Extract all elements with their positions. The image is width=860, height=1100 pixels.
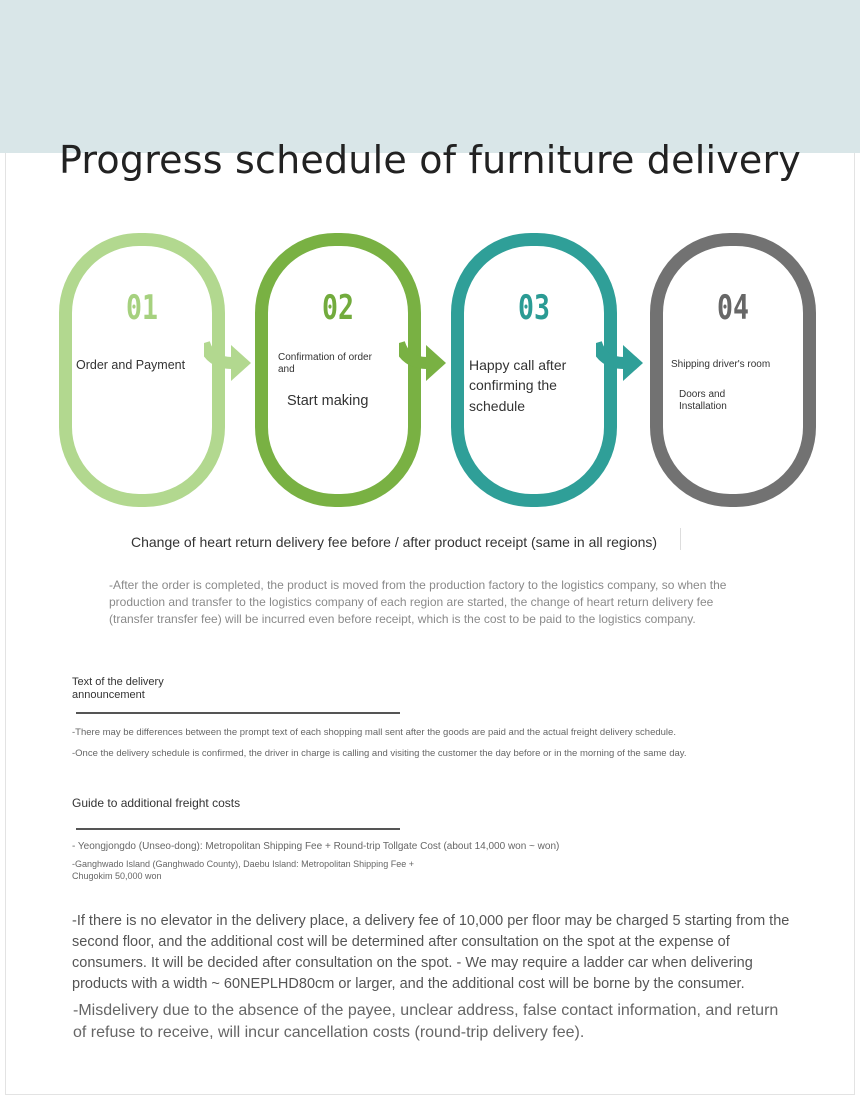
step-label: Confirmation of order and (278, 352, 372, 375)
section-rule (76, 712, 400, 714)
step-number: 04 (717, 288, 749, 328)
step-label: Shipping driver's room (671, 359, 771, 370)
right-arrow-icon (596, 333, 646, 383)
step-sublabel: Start making (287, 393, 369, 409)
step-04 (650, 233, 816, 507)
return-fee-body: -After the order is completed, the product is moved from the production factory to the logistics company, so when the production and transfer to the logistics company of each region are started, the change of heart return delivery fee (transfer transfer fee) will be incurred even before receipt, which is the cost to be paid to the logistics company. (109, 578, 727, 626)
step-number: 03 (518, 288, 550, 328)
elevator-note: -If there is no elevator in the delivery place, a delivery fee of 10,000 per floor may be charged 5 starting from the second floor, and the additional cost will be determined after consultation on the spot at the expense of consumers. It will be decided after consultation on the spot. - We may require a ladder car when delivering products with a width ~ 60NEPLHD80cm or larger, and the additional cost will be borne by the consumer. (72, 913, 790, 993)
step-number: 01 (126, 288, 158, 328)
step-01 (59, 233, 225, 507)
header-band (0, 0, 860, 153)
freight-label: Guide to additional freight costs (72, 796, 241, 810)
divider (680, 528, 681, 550)
announcement-label: Text of the delivery announcement (72, 676, 164, 701)
step-03 (451, 233, 617, 507)
misdelivery-note: -Misdelivery due to the absence of the payee, unclear address, false contact information, and return of refuse to receive, will incur cancellation costs (round-trip delivery fee). (73, 1002, 779, 1042)
right-arrow-icon (399, 333, 449, 383)
step-sublabel: Doors and Installation (679, 389, 727, 412)
page-title: Progress schedule of furniture delivery (58, 138, 801, 182)
freight-item: - Yeongjongdo (Unseo-dong): Metropolitan Shipping Fee + Round-trip Tollgate Cost (about 14,000 won ~ won) (72, 841, 560, 852)
step-02 (255, 233, 421, 507)
step-number: 02 (322, 288, 354, 328)
step-label: Order and Payment (76, 358, 186, 372)
section-rule (76, 828, 400, 830)
step-label: Happy call after confirming the schedule (469, 357, 567, 414)
freight-item: -Ganghwado Island (Ganghwado County), Daebu Island: Metropolitan Shipping Fee + Chugokim 50,000 won (72, 859, 414, 881)
right-arrow-icon (204, 333, 254, 383)
announcement-item: -Once the delivery schedule is confirmed, the driver in charge is calling and visiting the customer the day before or in the morning of the same day. (72, 748, 687, 759)
announcement-item: -There may be differences between the prompt text of each shopping mall sent after the goods are paid and the actual freight delivery schedule. (72, 727, 676, 738)
return-fee-heading: Change of heart return delivery fee before / after product receipt (same in all regions) (131, 534, 658, 550)
